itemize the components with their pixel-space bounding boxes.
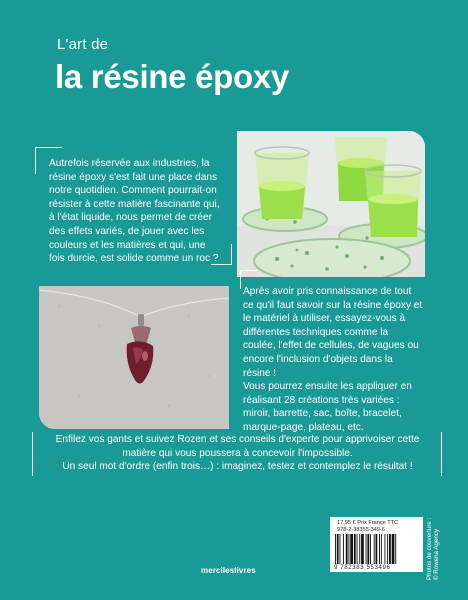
price-text: 17,95 € Prix France TTC [337,520,399,526]
cover-kicker: L'art de [57,36,109,53]
barcode-label [330,517,423,572]
body-paragraph-2: Vous pourrez ensuite les appliquer en réalisant 28 créations très variées : miroir, barrette, sac, boîte, bracelet, marque-page, plateau, etc. [243,381,412,433]
publisher-logo: mercileslivres [201,566,256,575]
photo-resin-pendant [39,286,229,429]
photo-credit-line-2: © Rowena Agency [433,529,440,580]
book-title: la résine époxy [55,58,289,95]
barcode-bars [335,534,418,564]
closing-paragraph [40,433,435,474]
barcode-digits: 9 782383 553496 [334,564,391,571]
photo-credit-line-1: Photos de couverture : [426,517,433,580]
photo-credit [426,500,440,580]
body-paragraph-1: Après avoir pris connaissance de tout ce qu'il faut savoir sur la résine époxy et le matériel à utiliser, essayez-vous à différentes techniques comme la coulée, l'effet de cellules, de vagues ou encore l'inclusion d'objets dans la résine ! [243,286,423,379]
closing-paragraph-1: Enfilez vos gants et suivez Rozen et ses conseils d'experte pour apprivoiser cette matière qui vous poussera à concevoir l'impossible. [55,434,420,459]
closing-paragraph-2: Un seul mot d'ordre (enfin trois…) : imaginez, testez et contemplez le résultat ! [62,461,413,473]
isbn-text: 978-2-38355-349-6 [337,527,385,533]
intro-paragraph: Autrefois réservée aux industries, la résine époxy s'est fait une place dans notre quotidien. Comment pourrait-on résister à cette matière fascinante qui, à l'état liquide, nous permet de créer des effets variés, de jouer avec les couleurs et les matières et qui, une fois durcie, est solide comme un roc ? [49,158,220,265]
body-paragraph [243,285,423,435]
photo-green-glasses [237,131,425,277]
